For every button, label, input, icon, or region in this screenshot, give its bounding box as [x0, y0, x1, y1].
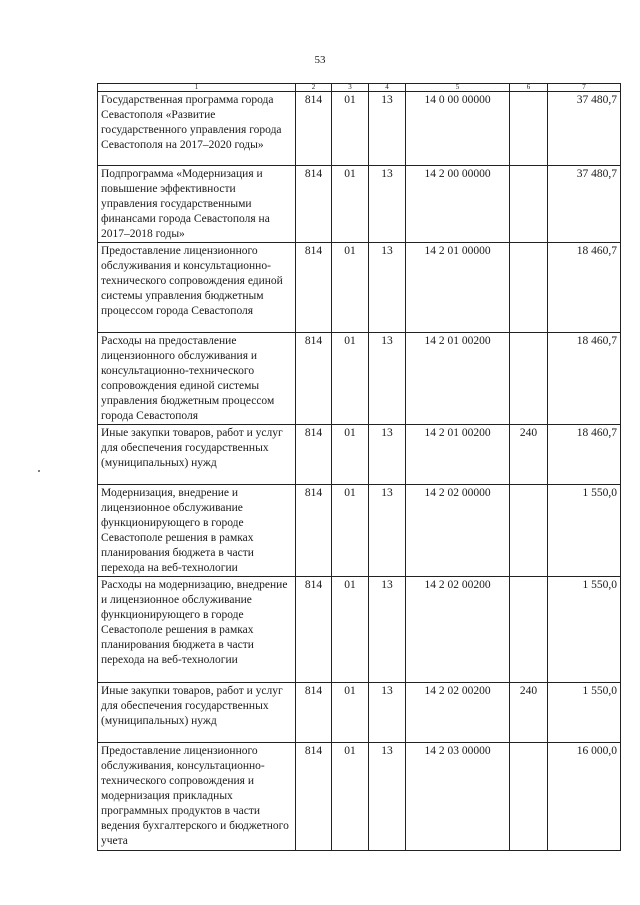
header-col-3: 3	[332, 84, 369, 92]
row-vr: 240	[510, 425, 548, 485]
row-gr: 814	[296, 425, 332, 485]
row-rz: 01	[332, 683, 369, 743]
row-amount: 18 460,7	[548, 243, 621, 333]
row-name: Государственная программа города Севастополя «Развитие государственного управления города Севастополя на 2017–2020 годы»	[98, 92, 296, 166]
table-row	[98, 166, 621, 243]
row-amount: 1 550,0	[548, 485, 621, 577]
row-name: Подпрограмма «Модернизация и повышение эффективности управления государственными финансами города Севастополя на 2017–2018 годы»	[98, 166, 296, 243]
header-col-7: 7	[548, 84, 621, 92]
row-rz: 01	[332, 166, 369, 243]
row-amount: 16 000,0	[548, 743, 621, 851]
row-csr: 14 2 02 00000	[406, 485, 510, 577]
row-amount: 1 550,0	[548, 683, 621, 743]
row-rz: 01	[332, 333, 369, 425]
row-gr: 814	[296, 166, 332, 243]
row-csr: 14 0 00 00000	[406, 92, 510, 166]
row-name: Модернизация, внедрение и лицензионное обслуживание функционирующего в городе Севастополе решения в рамках планирования бюджета в части перехода на веб-технологии	[98, 485, 296, 577]
row-rz: 01	[332, 92, 369, 166]
row-vr	[510, 92, 548, 166]
row-gr: 814	[296, 92, 332, 166]
row-rz: 01	[332, 485, 369, 577]
row-pr: 13	[369, 166, 406, 243]
row-pr: 13	[369, 333, 406, 425]
page-number: 53	[314, 54, 326, 66]
row-gr: 814	[296, 683, 332, 743]
row-name: Предоставление лицензионного обслуживания и консультационно-технического сопровождения единой системы управления бюджетным процессом города Севастополя	[98, 243, 296, 333]
row-pr: 13	[369, 577, 406, 683]
row-gr: 814	[296, 743, 332, 851]
table-row	[98, 333, 621, 425]
row-pr: 13	[369, 683, 406, 743]
row-pr: 13	[369, 243, 406, 333]
table-row	[98, 743, 621, 851]
row-amount: 18 460,7	[548, 425, 621, 485]
row-name: Расходы на модернизацию, внедрение и лицензионное обслуживание функционирующего в городе Севастополе решения в рамках планирования бюджета в части перехода на веб-технологии	[98, 577, 296, 683]
row-amount: 37 480,7	[548, 92, 621, 166]
row-vr: 240	[510, 683, 548, 743]
row-vr	[510, 577, 548, 683]
row-csr: 14 2 01 00200	[406, 333, 510, 425]
row-gr: 814	[296, 485, 332, 577]
table-row	[98, 683, 621, 743]
table-row	[98, 425, 621, 485]
budget-table	[97, 83, 621, 851]
row-vr	[510, 485, 548, 577]
row-pr: 13	[369, 485, 406, 577]
header-col-6: 6	[510, 84, 548, 92]
table-row	[98, 243, 621, 333]
row-amount: 18 460,7	[548, 333, 621, 425]
row-name: Иные закупки товаров, работ и услуг для обеспечения государственных (муниципальных) нужд	[98, 425, 296, 485]
header-col-2: 2	[296, 84, 332, 92]
row-vr	[510, 166, 548, 243]
row-gr: 814	[296, 333, 332, 425]
row-amount: 37 480,7	[548, 166, 621, 243]
row-rz: 01	[332, 243, 369, 333]
row-csr: 14 2 02 00200	[406, 577, 510, 683]
row-vr	[510, 243, 548, 333]
row-vr	[510, 333, 548, 425]
table-row	[98, 92, 621, 166]
row-name: Предоставление лицензионного обслуживания, консультационно-технического сопровождения и модернизация прикладных программных продуктов в части ведения бухгалтерского и бюджетного учета	[98, 743, 296, 851]
row-amount: 1 550,0	[548, 577, 621, 683]
row-csr: 14 2 01 00200	[406, 425, 510, 485]
row-vr	[510, 743, 548, 851]
row-rz: 01	[332, 577, 369, 683]
row-name: Расходы на предоставление лицензионного обслуживания и консультационно-технического сопровождения единой системы управления бюджетным процессом города Севастополя	[98, 333, 296, 425]
row-rz: 01	[332, 743, 369, 851]
row-csr: 14 2 02 00200	[406, 683, 510, 743]
table-row	[98, 577, 621, 683]
header-col-1: 1	[98, 84, 296, 92]
row-pr: 13	[369, 743, 406, 851]
header-col-5: 5	[406, 84, 510, 92]
header-col-4: 4	[369, 84, 406, 92]
scan-speck	[38, 470, 40, 472]
row-pr: 13	[369, 425, 406, 485]
row-rz: 01	[332, 425, 369, 485]
row-csr: 14 2 00 00000	[406, 166, 510, 243]
table-row	[98, 485, 621, 577]
table-header	[98, 84, 621, 92]
row-gr: 814	[296, 577, 332, 683]
row-csr: 14 2 01 00000	[406, 243, 510, 333]
row-gr: 814	[296, 243, 332, 333]
row-name: Иные закупки товаров, работ и услуг для обеспечения государственных (муниципальных) нужд	[98, 683, 296, 743]
row-csr: 14 2 03 00000	[406, 743, 510, 851]
row-pr: 13	[369, 92, 406, 166]
